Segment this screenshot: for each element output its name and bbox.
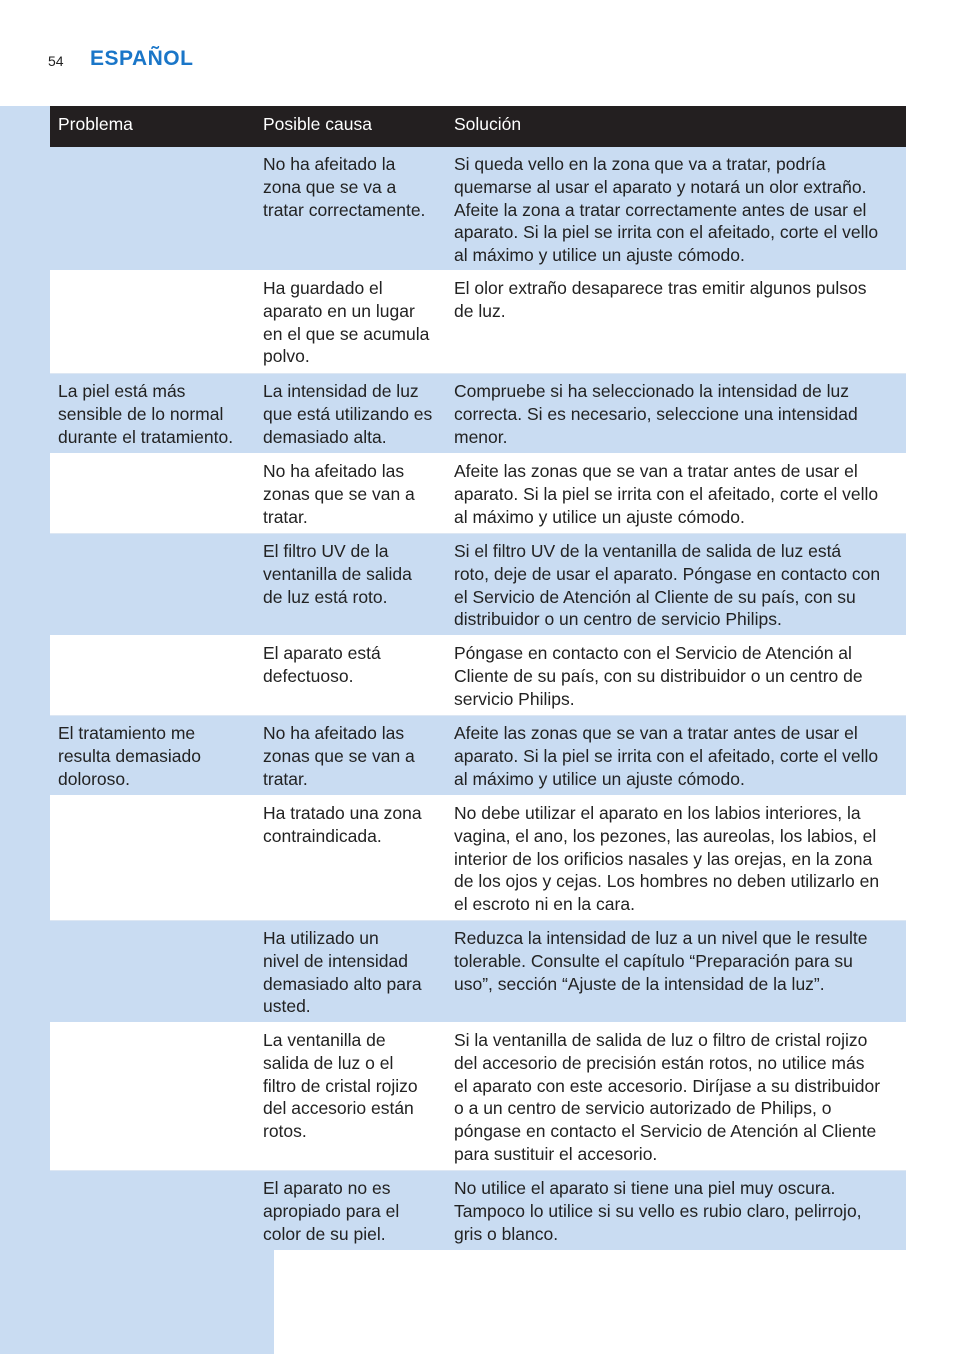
problem-cell: La piel está más sensible de lo normal durante el tratamiento. (58, 381, 234, 447)
bottom-margin-band (0, 1248, 274, 1354)
problem-cell (50, 147, 255, 270)
cause-cell: La intensidad de luz que está utilizando es demasiado alta. (263, 381, 433, 447)
solution-cell: El olor extraño desaparece tras emitir algunos pulsos de luz. (454, 278, 867, 321)
problem-cell (50, 921, 255, 1022)
cause-cell: Ha utilizado un nivel de intensidad demasiado alto para usted. (263, 928, 422, 1017)
solution-cell: Si la ventanilla de salida de luz o filtro de cristal rojizo del accesorio de precisión están rotos, no utilice más el aparato con este accesorio. Diríjase a su distribuidor o a un centro de servicio autorizado de Philips, o póngase en contacto el Servicio de Atención al Cliente para sustituir el accesorio. (454, 1030, 881, 1164)
table-row (50, 921, 906, 1023)
table-row (50, 1023, 906, 1171)
table-row (50, 147, 906, 271)
solution-cell: Compruebe si ha seleccionado la intensidad de luz correcta. Si es necesario, seleccione una intensidad menor. (454, 381, 858, 447)
problem-cell: El tratamiento me resulta demasiado doloroso. (58, 723, 201, 789)
cause-cell: No ha afeitado la zona que se va a tratar correctamente. (263, 154, 426, 220)
problem-cell (50, 636, 255, 715)
table-row (50, 796, 906, 921)
solution-cell: Si queda vello en la zona que va a tratar, podría quemarse al usar el aparato y notará un olor extraño. Afeite la zona a tratar correctamente antes de usar el aparato. Si la piel se irrita con el afeitado, corte el vello al máximo y utilice un ajuste cómodo. (454, 154, 879, 266)
solution-cell: Afeite las zonas que se van a tratar antes de usar el aparato. Si la piel se irrita con el afeitado, corte el vello al máximo y utilice un ajuste cómodo. (454, 461, 879, 527)
cause-cell: Ha tratado una zona contraindicada. (263, 803, 422, 846)
cause-cell: No ha afeitado las zonas que se van a tratar. (263, 723, 415, 789)
cause-cell: El aparato no es apropiado para el color de su piel. (263, 1178, 400, 1244)
page-number: 54 (48, 53, 64, 69)
solution-cell: Si el filtro UV de la ventanilla de salida de luz está roto, deje de usar el aparato. Póngase en contacto con el Servicio de Atención al Cliente de su país, con su distribuidor o un centro de servicio Philips. (454, 541, 881, 630)
column-header-solution: Solución (454, 114, 522, 134)
problem-cell (50, 796, 255, 920)
left-margin-band (0, 106, 50, 1248)
cause-cell: No ha afeitado las zonas que se van a tratar. (263, 461, 415, 527)
table-row (50, 1171, 906, 1250)
table-header-row (50, 106, 906, 147)
table-row (50, 716, 906, 796)
cause-cell: La ventanilla de salida de luz o el filtro de cristal rojizo del accesorio están rotos. (263, 1030, 418, 1142)
table-row (50, 534, 906, 636)
cause-cell: Ha guardado el aparato en un lugar en el que se acumula polvo. (263, 278, 430, 367)
column-header-cause: Posible causa (263, 114, 372, 134)
problem-cell (50, 534, 255, 635)
solution-cell: Afeite las zonas que se van a tratar antes de usar el aparato. Si la piel se irrita con el afeitado, corte el vello al máximo y utilice un ajuste cómodo. (454, 723, 879, 789)
problem-cell (50, 1023, 255, 1170)
solution-cell: No debe utilizar el aparato en los labios interiores, la vagina, el ano, los pezones, las aureolas, los labios, el interior de los orificios nasales y las orejas, en la zona de los ojos y cejas. Los hombres no deben utilizarlo en el escroto ni en la cara. (454, 803, 880, 915)
problem-cell (50, 271, 255, 373)
table-row (50, 271, 906, 374)
table-row (50, 374, 906, 454)
table-row (50, 454, 906, 534)
problem-cell (50, 454, 255, 533)
solution-cell: Reduzca la intensidad de luz a un nivel que le resulte tolerable. Consulte el capítulo “Preparación para su uso”, sección “Ajuste de la intensidad de la luz”. (454, 928, 868, 994)
troubleshooting-table (50, 106, 906, 1250)
solution-cell: Póngase en contacto con el Servicio de Atención al Cliente de su país, con su distribuidor o un centro de servicio Philips. (454, 643, 863, 709)
problem-cell (50, 1171, 255, 1250)
solution-cell: No utilice el aparato si tiene una piel muy oscura. Tampoco lo utilice si su vello es rubio claro, pelirrojo, gris o blanco. (454, 1178, 862, 1244)
cause-cell: El aparato está defectuoso. (263, 643, 381, 686)
section-title: ESPAÑOL (90, 47, 194, 70)
table-row (50, 636, 906, 716)
column-header-problem: Problema (58, 114, 133, 134)
cause-cell: El filtro UV de la ventanilla de salida de luz está roto. (263, 541, 412, 607)
